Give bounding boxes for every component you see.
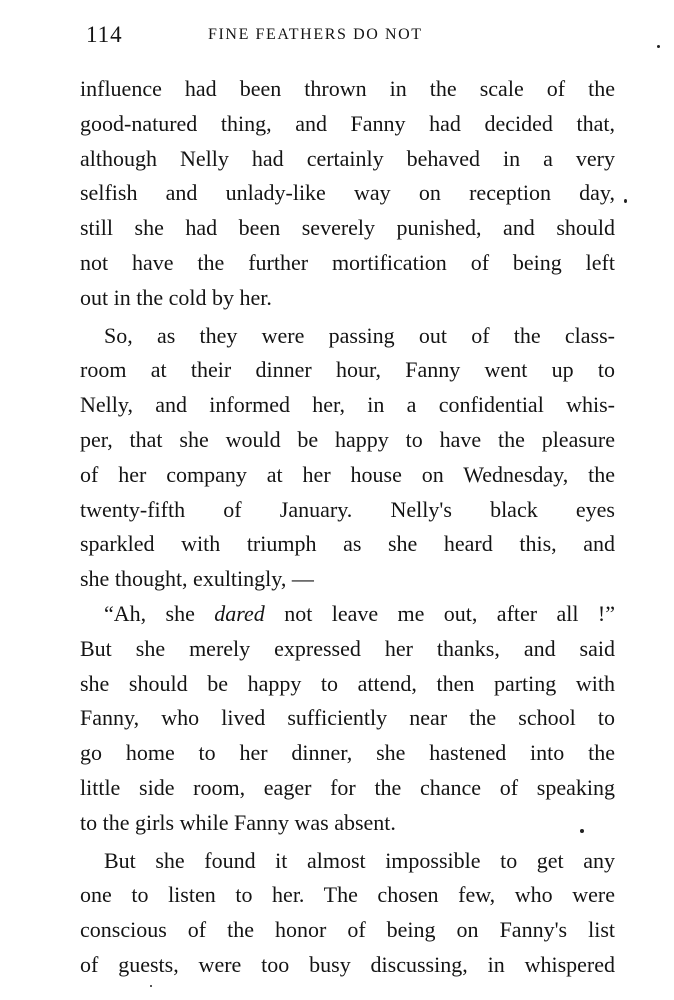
paragraph-1 bbox=[80, 72, 615, 316]
quote-text-after: not leave me out, after all !” bbox=[264, 600, 615, 626]
quote-line bbox=[80, 597, 615, 632]
quote-text-before: “Ah, she bbox=[104, 600, 215, 626]
text-line: one to listen to her. The chosen few, who were bbox=[80, 882, 615, 908]
text-line: of guests, were too busy discussing, in whispered bbox=[80, 951, 615, 977]
print-speck bbox=[150, 985, 152, 987]
text-line: But she merely expressed her thanks, and said bbox=[80, 635, 615, 661]
print-speck bbox=[624, 199, 627, 203]
text-line: not have the further mortification of being left bbox=[80, 249, 615, 275]
text-line: Fanny, who lived sufficiently near the school to bbox=[80, 705, 615, 731]
text-line: of her company at her house on Wednesday, the bbox=[80, 461, 615, 487]
text-line: out in the cold by her. bbox=[80, 284, 272, 310]
text-line: conscious of the honor of being on Fanny's list bbox=[80, 917, 615, 943]
text-line: selfish and unlady-like way on reception day, bbox=[80, 180, 615, 206]
running-header bbox=[86, 22, 616, 52]
body-text bbox=[80, 72, 615, 983]
paragraph-3 bbox=[80, 597, 615, 841]
text-line: little side room, eager for the chance of speaking bbox=[80, 774, 615, 800]
text-line: she should be happy to attend, then parting with bbox=[80, 670, 615, 696]
page-number: 114 bbox=[86, 22, 123, 47]
text-line: sparkled with triumph as she heard this, and bbox=[80, 531, 615, 557]
text-line: Nelly, and informed her, in a confidential whis- bbox=[80, 392, 615, 418]
text-line: twenty-fifth of January. Nelly's black eyes bbox=[80, 496, 615, 522]
text-line: although Nelly had certainly behaved in a very bbox=[80, 145, 615, 171]
text-line: per, that she would be happy to have the pleasure bbox=[80, 426, 615, 452]
paragraph-2 bbox=[80, 319, 615, 597]
text-line: influence had been thrown in the scale of the bbox=[80, 76, 615, 101]
text-line: room at their dinner hour, Fanny went up to bbox=[80, 357, 615, 383]
text-line: still she had been severely punished, and should bbox=[80, 215, 615, 241]
emphasis-dared: dared bbox=[214, 600, 265, 626]
text-line: good-natured thing, and Fanny had decided that, bbox=[80, 110, 615, 136]
text-line: go home to her dinner, she hastened into the bbox=[80, 740, 615, 766]
print-speck bbox=[580, 829, 584, 833]
running-title: FINE FEATHERS DO NOT bbox=[208, 26, 423, 43]
text-line: So, as they were passing out of the class- bbox=[104, 322, 615, 348]
text-line: she thought, exultingly, — bbox=[80, 566, 314, 592]
text-line: to the girls while Fanny was absent. bbox=[80, 809, 396, 835]
text-line: But she found it almost impossible to get any bbox=[104, 847, 615, 873]
print-speck bbox=[657, 45, 660, 48]
paragraph-4 bbox=[80, 844, 615, 983]
